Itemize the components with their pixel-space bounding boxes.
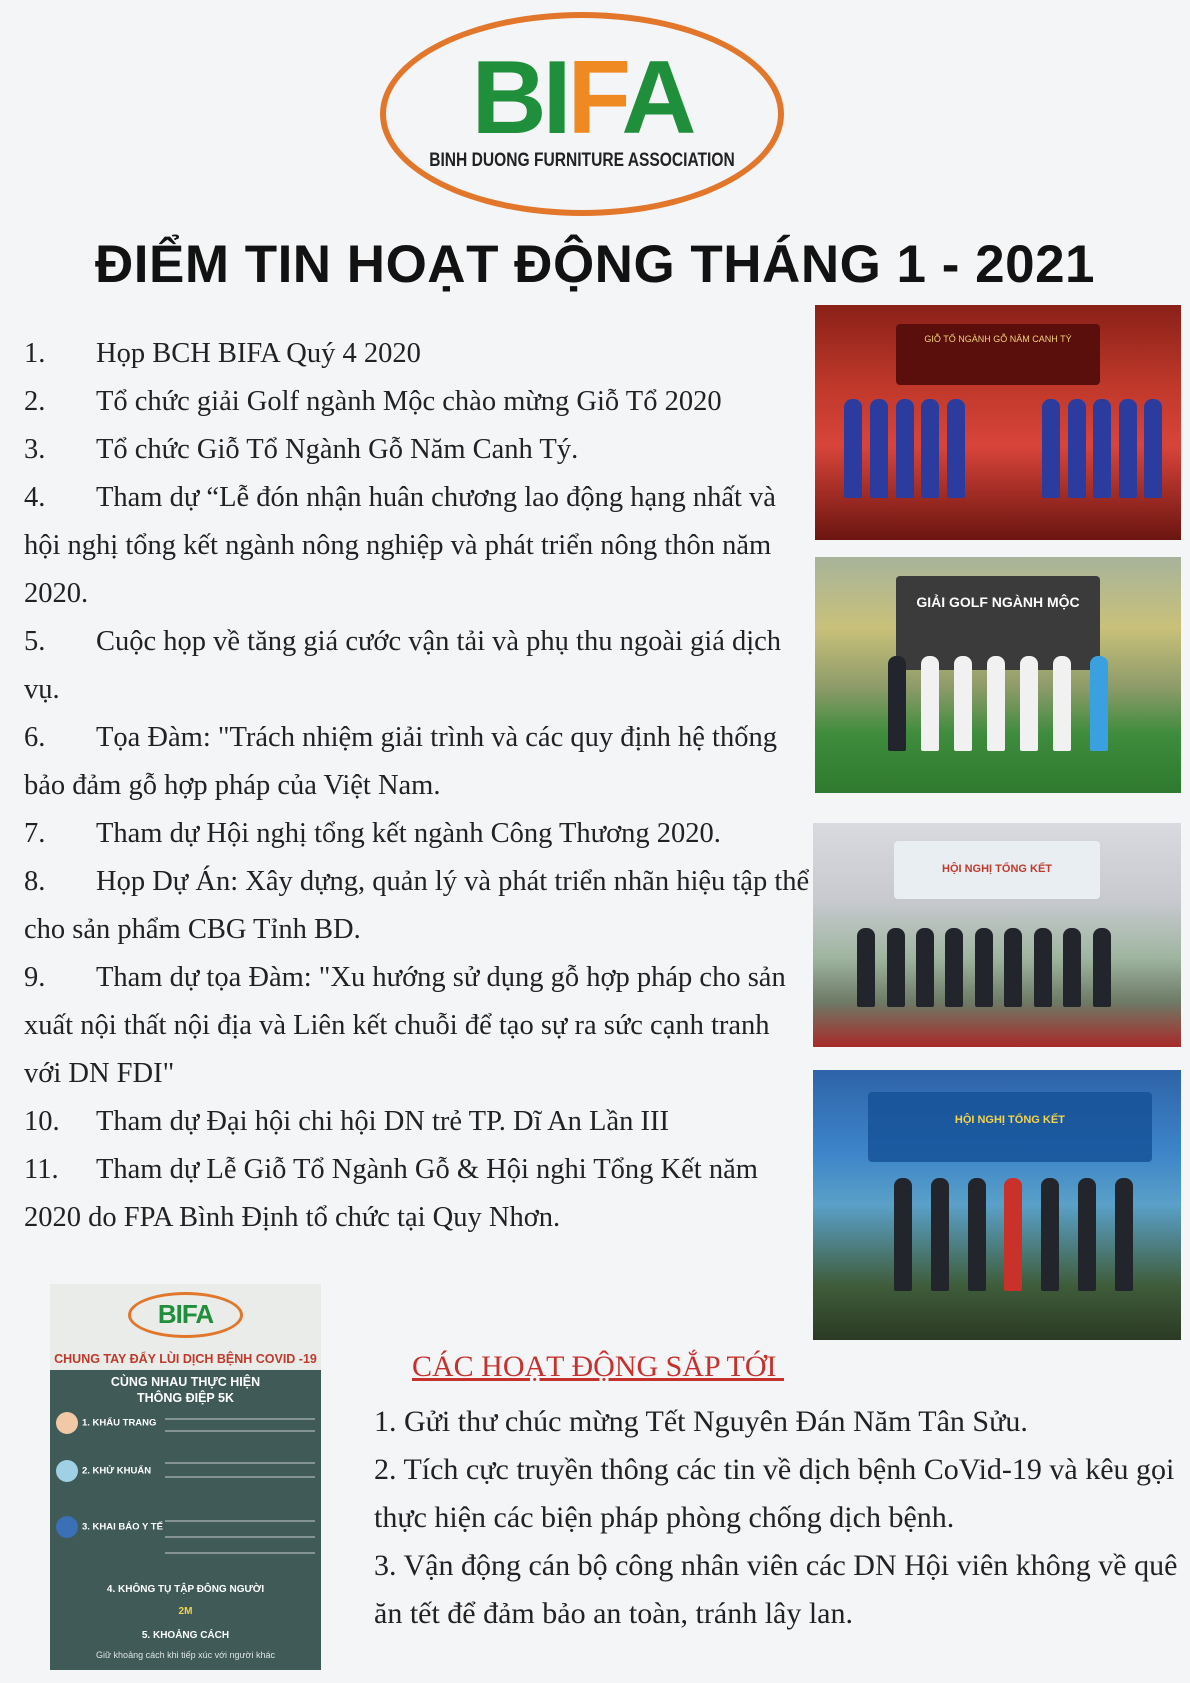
person-figure [894, 1178, 912, 1291]
poster-logo-text: BIFA [157, 1299, 214, 1329]
poster-item-no-gathering: 4. KHÔNG TỤ TẬP ĐÔNG NGƯỜI [106, 1584, 265, 1595]
logo-wordmark [380, 40, 784, 156]
list-item: 1. Gửi thư chúc mừng Tết Nguyên Đán Năm Tân Sửu. [374, 1405, 1028, 1438]
poster-text-line [165, 1418, 315, 1420]
item-text: Tổ chức Giỗ Tổ Ngành Gỗ Năm Canh Tý. [96, 434, 579, 465]
poster-item-health-declaration [56, 1516, 163, 1538]
person-figure [1090, 656, 1108, 750]
upcoming-title: CÁC HOẠT ĐỘNG SẮP TỚI [412, 1350, 784, 1383]
poster-text-line [165, 1462, 315, 1464]
photo-gio-to-ceremony [815, 305, 1181, 540]
person-figure [968, 1178, 986, 1291]
hand-wash-icon [56, 1460, 78, 1482]
item-number: 8. [24, 866, 46, 897]
poster-item-label: 2. KHỬ KHUẨN [82, 1465, 152, 1477]
phone-app-icon [56, 1516, 78, 1538]
poster-item-distance: 5. KHOẢNG CÁCH [141, 1630, 230, 1641]
person-figure [945, 928, 963, 1006]
person-figure [1063, 928, 1081, 1006]
person-figure [1042, 399, 1060, 498]
person-figure [987, 656, 1005, 750]
list-item [24, 474, 810, 618]
poster-subheading-1: CÙNG NHAU THỰC HIỆN [110, 1375, 261, 1389]
list-item: 2. Tích cực truyền thông các tin về dịch bệnh CoVid-19 và kêu gọi thực hiện các biện pháp phòng chống dịch bệnh. [374, 1453, 1175, 1534]
item-text: Tham dự “Lễ đón nhận huân chương lao động hạng nhất và hội nghị tổng kết ngành nông nghiệp và phát triển nông thôn năm 2020. [24, 482, 776, 609]
item-text: Tham dự tọa Đàm: "Xu hướng sử dụng gỗ hợp pháp cho sản xuất nội thất nội địa và Liên kết chuỗi để tạo sự ra sức cạnh tranh với DN FDI" [24, 962, 786, 1089]
item-number: 6. [24, 722, 46, 753]
item-text: Họp BCH BIFA Quý 4 2020 [96, 338, 421, 369]
person-figure [1093, 399, 1111, 498]
person-figure [888, 656, 906, 750]
item-number: 1. [24, 338, 46, 369]
person-figure [1053, 656, 1071, 750]
poster-logo [128, 1292, 243, 1338]
poster-footer: Giữ khoảng cách khi tiếp xúc với người khác [96, 1650, 275, 1660]
person-figure [870, 399, 888, 498]
poster-item-label: 3. KHAI BÁO Y TẾ [82, 1521, 163, 1533]
list-item [24, 378, 810, 426]
poster-subheading-2: THÔNG ĐIỆP 5K [136, 1391, 234, 1405]
poster-distance: 2M [178, 1606, 193, 1617]
list-item [24, 954, 810, 1098]
item-number: 7. [24, 818, 46, 849]
person-figure [1078, 1178, 1096, 1291]
person-figure [1004, 928, 1022, 1006]
poster-text-line [165, 1430, 315, 1432]
photo-fpa-binh-dinh-event [813, 1070, 1181, 1340]
item-text: Tọa Đàm: "Trách nhiệm giải trình và các quy định hệ thống bảo đảm gỗ hợp pháp của Việt Nam. [24, 722, 777, 801]
item-text: Cuộc họp về tăng giá cước vận tải và phụ thu ngoài giá dịch vụ. [24, 626, 782, 705]
item-number: 4. [24, 482, 46, 513]
person-figure [1068, 399, 1086, 498]
poster-item-mask [56, 1412, 156, 1434]
item-text: Họp Dự Án: Xây dựng, quản lý và phát triển nhãn hiệu tập thể cho sản phẩm CBG Tỉnh BD. [24, 866, 810, 945]
person-figure [931, 1178, 949, 1291]
person-figure [921, 399, 939, 498]
activity-list [24, 330, 810, 1242]
face-mask-icon [56, 1412, 78, 1434]
photo-banner: GIẢI GOLF NGÀNH MỘC [896, 576, 1101, 670]
person-figure [887, 928, 905, 1006]
list-item: 3. Vận động cán bộ công nhân viên các DN Hội viên không về quê ăn tết để đảm bảo an toàn, tránh lây lan. [374, 1549, 1178, 1630]
list-item [24, 1146, 810, 1242]
photo-golf-tournament [815, 557, 1181, 793]
photo-industry-conference [813, 823, 1181, 1047]
list-item [24, 858, 810, 954]
item-number: 5. [24, 626, 46, 657]
poster-text-line [165, 1552, 315, 1554]
covid-5k-poster [50, 1284, 321, 1670]
bifa-logo [380, 12, 784, 216]
person-figure [916, 928, 934, 1006]
person-figure [1115, 1178, 1133, 1291]
poster-text-line [165, 1536, 315, 1538]
upcoming-list [374, 1398, 1180, 1638]
logo-letter-a: A [621, 40, 693, 156]
person-figure [1034, 928, 1052, 1006]
person-figure [857, 928, 875, 1006]
list-item [24, 330, 810, 378]
logo-letter-f: F [567, 40, 622, 156]
person-figure [921, 656, 939, 750]
poster-text-line [165, 1520, 315, 1522]
photo-banner: GIỖ TỔ NGÀNH GỖ NĂM CANH TÝ [896, 324, 1101, 385]
logo-subtitle: BINH DUONG FURNITURE ASSOCIATION [429, 150, 735, 171]
logo-letters-bi: BI [471, 40, 568, 156]
poster-heading: CHUNG TAY ĐẨY LÙI DỊCH BỆNH COVID -19 [50, 1350, 321, 1370]
list-item [24, 618, 810, 714]
person-figure [954, 656, 972, 750]
person-figure [1041, 1178, 1059, 1291]
item-text: Tổ chức giải Golf ngành Mộc chào mừng Giỗ Tổ 2020 [96, 386, 722, 417]
poster-item-disinfect [56, 1460, 151, 1482]
item-number: 11. [24, 1154, 59, 1185]
person-figure [1020, 656, 1038, 750]
photo-banner: HỘI NGHỊ TỔNG KẾT [894, 841, 1100, 899]
poster-item-label: 1. KHẨU TRANG [82, 1417, 157, 1429]
person-figure [896, 399, 914, 498]
person-figure [947, 399, 965, 498]
item-number: 9. [24, 962, 46, 993]
poster-text-line [165, 1476, 315, 1478]
person-figure [975, 928, 993, 1006]
person-figure [1093, 928, 1111, 1006]
list-item [24, 714, 810, 810]
list-item [24, 426, 810, 474]
poster-logo-area [50, 1284, 321, 1350]
person-figure [1119, 399, 1137, 498]
item-number: 3. [24, 434, 46, 465]
person-figure [1144, 399, 1162, 498]
person-figure [1004, 1178, 1022, 1291]
item-number: 10. [24, 1106, 60, 1137]
item-text: Tham dự Hội nghị tổng kết ngành Công Thương 2020. [96, 818, 721, 849]
item-number: 2. [24, 386, 46, 417]
list-item [24, 1098, 810, 1146]
page-title: ĐIỂM TIN HOẠT ĐỘNG THÁNG 1 - 2021 [94, 235, 1096, 294]
list-item [24, 810, 810, 858]
item-text: Tham dự Lễ Giỗ Tổ Ngành Gỗ & Hội nghi Tổng Kết năm 2020 do FPA Bình Định tổ chức tại Quy Nhơn. [24, 1154, 758, 1233]
person-figure [844, 399, 862, 498]
photo-banner: HỘI NGHỊ TỔNG KẾT [868, 1092, 1151, 1162]
item-text: Tham dự Đại hội chi hội DN trẻ TP. Dĩ An Lần III [96, 1106, 669, 1137]
